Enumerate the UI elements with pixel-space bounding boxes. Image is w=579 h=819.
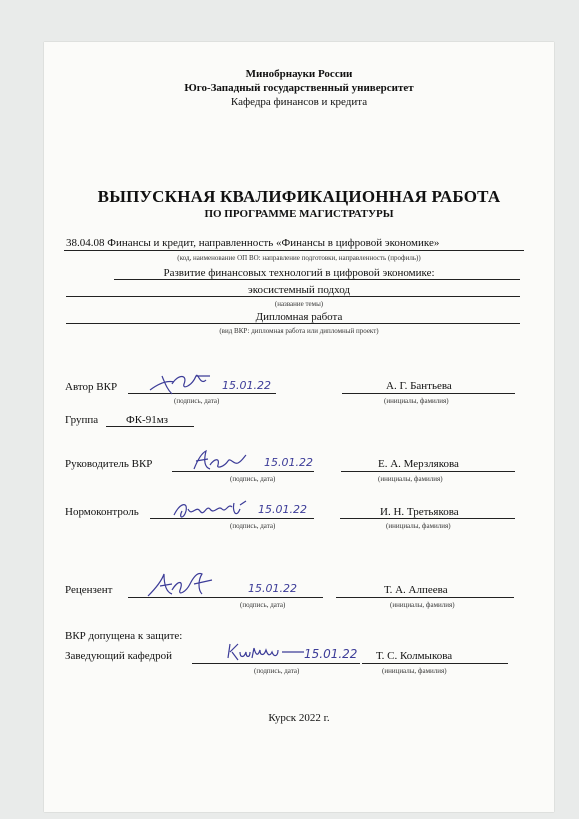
- head-label: Заведующий кафедрой: [65, 650, 172, 662]
- reviewer-signature: [144, 568, 216, 602]
- topic-underline-1: [114, 279, 520, 280]
- author-label: Автор ВКР: [65, 381, 118, 393]
- supervisor-sign-caption: (подпись, дата): [230, 475, 276, 483]
- supervisor-label: Руководитель ВКР: [65, 458, 153, 470]
- program-underline: [64, 250, 524, 251]
- supervisor-name: Е. А. Мерзлякова: [378, 458, 459, 470]
- normcontrol-label: Нормоконтроль: [65, 506, 139, 518]
- program-field: 38.04.08 Финансы и кредит, направленность «Финансы в цифровой экономике»: [66, 237, 440, 249]
- normcontrol-signature: [170, 497, 250, 525]
- admission-label: ВКР допущена к защите:: [65, 630, 183, 642]
- normcontrol-sign-caption: (подпись, дата): [230, 522, 276, 530]
- topic-line-1: Развитие финансовых технологий в цифровой экономике:: [163, 267, 435, 279]
- normcontrol-name-caption: (инициалы, фамилия): [386, 522, 451, 530]
- reviewer-name-caption: (инициалы, фамилия): [390, 601, 455, 609]
- head-name-caption: (инициалы, фамилия): [382, 667, 447, 675]
- topic-underline-2: [66, 296, 520, 297]
- author-name-line: [342, 393, 515, 394]
- work-type-field: Дипломная работа: [255, 311, 343, 323]
- supervisor-signature: [190, 447, 248, 475]
- author-date: 15.01.22: [222, 379, 271, 392]
- city-year: Курск 2022 г.: [268, 712, 330, 724]
- group-underline: [106, 426, 194, 427]
- reviewer-sign-caption: (подпись, дата): [240, 601, 286, 609]
- head-sign-caption: (подпись, дата): [254, 667, 300, 675]
- supervisor-date: 15.01.22: [264, 456, 313, 469]
- author-sign-caption: (подпись, дата): [174, 397, 220, 405]
- head-date: 15.01.22: [304, 647, 358, 661]
- topic-caption: (название темы): [274, 300, 324, 308]
- supervisor-name-line: [341, 471, 515, 472]
- head-name-line: [362, 663, 508, 664]
- university-name: Юго-Западный государственный университет: [184, 82, 414, 94]
- head-signature: [224, 638, 308, 664]
- reviewer-label: Рецензент: [65, 584, 113, 596]
- author-name-caption: (инициалы, фамилия): [384, 397, 449, 405]
- document-subtitle: ПО ПРОГРАММЕ МАГИСТРАТУРЫ: [204, 208, 394, 220]
- document-title: ВЫПУСКНАЯ КВАЛИФИКАЦИОННАЯ РАБОТА: [97, 187, 501, 206]
- title-page: [44, 42, 554, 812]
- author-name: А. Г. Бантьева: [386, 380, 452, 392]
- group-value: ФК-91мз: [126, 414, 168, 426]
- normcontrol-date: 15.01.22: [258, 503, 307, 516]
- reviewer-name: Т. А. Алпеева: [384, 584, 448, 596]
- normcontrol-name: И. Н. Третьякова: [380, 506, 459, 518]
- reviewer-name-line: [336, 597, 514, 598]
- reviewer-date: 15.01.22: [248, 582, 297, 595]
- department-name: Кафедра финансов и кредита: [230, 96, 368, 108]
- ministry-name: Минобрнауки России: [245, 68, 353, 80]
- topic-line-2: экосистемный подход: [247, 284, 351, 296]
- normcontrol-name-line: [340, 518, 515, 519]
- supervisor-name-caption: (инициалы, фамилия): [378, 475, 443, 483]
- work-type-underline: [66, 323, 520, 324]
- author-signature: [148, 370, 214, 398]
- group-label: Группа: [65, 414, 99, 426]
- work-type-caption: (вид ВКР: дипломная работа или дипломный проект): [219, 327, 379, 335]
- program-caption: (код, наименование ОП ВО: направление подготовки, направленность (профиль)): [177, 254, 421, 262]
- head-name: Т. С. Колмыкова: [376, 650, 453, 662]
